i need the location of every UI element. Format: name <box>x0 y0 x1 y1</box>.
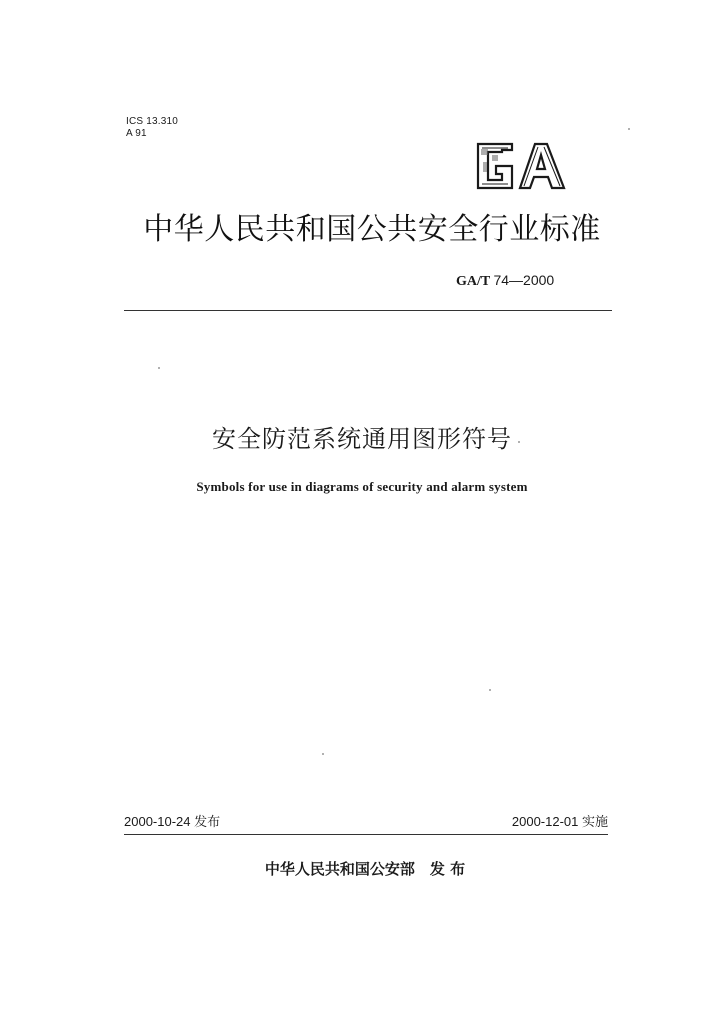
standard-category-title <box>0 210 724 250</box>
top-divider <box>124 310 612 311</box>
ga-logo-text: GA <box>522 189 525 191</box>
standard-number-prefix: GA/T <box>456 274 490 289</box>
scan-speck <box>489 689 491 691</box>
standard-number <box>456 272 554 290</box>
standard-number-value: 74—2000 <box>493 272 555 288</box>
classification-codes <box>126 116 178 140</box>
document-title-english: Symbols for use in diagrams of security and alarm system <box>196 479 528 494</box>
document-title-chinese: 安全防范系统通用图形符号 <box>212 425 512 453</box>
scan-speck <box>628 128 630 130</box>
publisher-text: 中华人民共和国公安部 发 布 <box>264 860 466 878</box>
scan-speck <box>158 367 160 369</box>
effective-date: 2000-12-01 实施 <box>511 814 608 829</box>
scan-speck <box>518 441 520 443</box>
ga-logo <box>472 140 572 192</box>
issue-date: 2000-10-24 发布 <box>124 814 221 829</box>
scan-speck <box>322 753 324 755</box>
ics-code: ICS 13.310 <box>126 116 179 127</box>
category-code: A 91 <box>126 128 147 139</box>
ga-logo-icon <box>472 140 572 192</box>
bottom-divider <box>124 834 608 835</box>
standard-category-title-text: 中华人民共和国公共安全行业标准 <box>143 212 601 247</box>
publisher <box>0 858 724 879</box>
